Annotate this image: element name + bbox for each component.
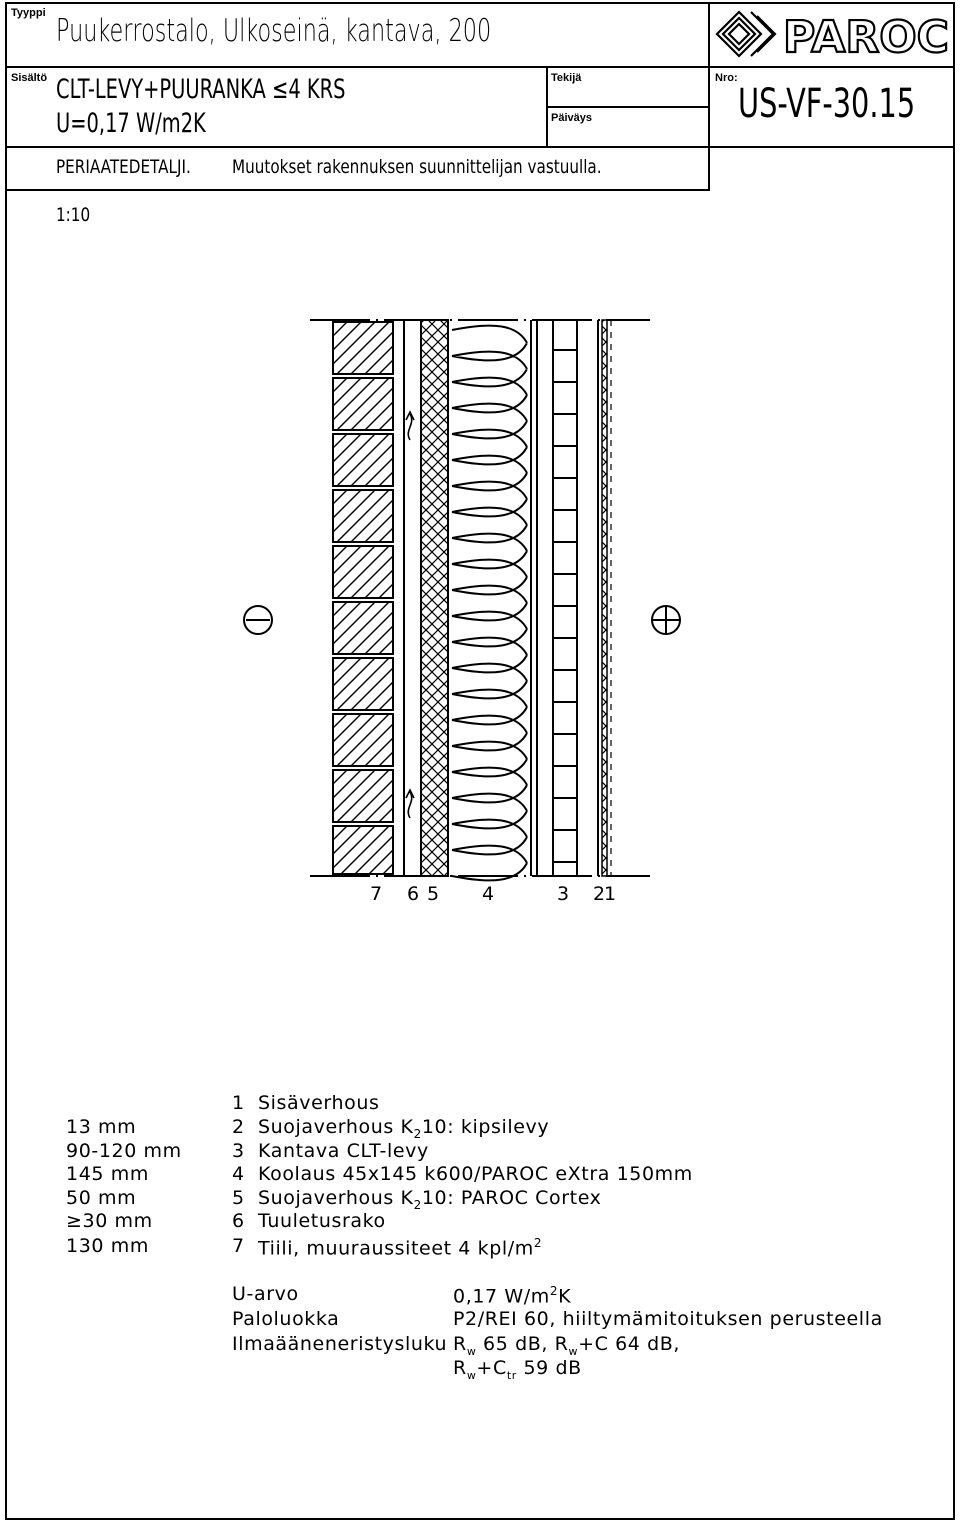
layer-2-num: 2: [232, 1116, 245, 1138]
drawing-title: Puukerrostalo, Ulkoseinä, kantava, 200: [56, 13, 492, 49]
layer-1-desc: Sisäverhous: [258, 1092, 380, 1114]
layer-5-desc: Suojaverhous $K_210$: PAROC Cortex: [258, 1187, 602, 1212]
layer-6-desc: Tuuletusrako: [258, 1210, 386, 1232]
layer-number-7: 7: [370, 883, 383, 905]
drawing-number: US-VF-30.15: [738, 81, 916, 127]
layer-7-desc: Tiili, muuraussiteet 4 kpl/$m^2$: [258, 1236, 543, 1260]
layer-2-desc: Suojaverhous $K_210$: kipsilevy: [258, 1116, 550, 1141]
tekija-label: Tekijä: [551, 72, 582, 84]
layer-3-num: 3: [232, 1140, 245, 1162]
layer-number-2: 2: [593, 883, 606, 905]
sound-insulation-value-2: $R_w+C_{tr}$ 59 dB: [453, 1357, 582, 1382]
paroc-logo: [715, 8, 953, 62]
tyyppi-label: Tyyppi: [11, 7, 46, 19]
layer-4-thickness: 145 mm: [66, 1163, 149, 1185]
fire-class-value: P2/REI 60, hiiltymämitoituksen perusteella: [453, 1308, 883, 1330]
layer-number-5: 5: [427, 883, 440, 905]
airflow-arrow-icon: [406, 790, 414, 818]
brand-label: PAROC: [783, 12, 949, 62]
title-divider-3: [5, 189, 710, 191]
u-value-label: U-arvo: [232, 1283, 299, 1305]
layer-3-desc: Kantava CLT-levy: [258, 1140, 429, 1162]
plus-circle-icon: [652, 606, 680, 634]
sound-insulation-label: Ilmaääneneristysluku: [232, 1333, 448, 1355]
layer-number-3: 3: [557, 883, 570, 905]
wind-barrier-layer: [421, 320, 448, 876]
layer-3-thickness: 90-120 mm: [66, 1140, 182, 1162]
content-line-1: CLT-LEVY+PUURANKA ≤4 KRS: [56, 74, 346, 105]
sound-insulation-value-1: $R_w$ 65 dB, $R_w+C$ 64 dB,: [453, 1333, 681, 1358]
layer-7-thickness: 130 mm: [66, 1235, 149, 1257]
paivays-label: Päiväys: [551, 112, 592, 124]
wall-section-drawing: [0, 300, 960, 920]
layer-number-4: 4: [482, 883, 495, 905]
title-col-divider: [546, 66, 548, 146]
layer-4-num: 4: [232, 1163, 245, 1185]
sisalto-label: Sisältö: [11, 72, 48, 84]
layer-6-num: 6: [232, 1210, 245, 1232]
u-value: 0,17 $W/m^2K$: [453, 1284, 572, 1308]
layer-2-thickness: 13 mm: [66, 1116, 137, 1138]
layer-5-thickness: 50 mm: [66, 1187, 137, 1209]
gypsum-board-layer: [602, 320, 607, 876]
nro-label: Nro:: [715, 72, 738, 84]
tekija-divider: [546, 106, 710, 108]
layer-6-thickness: ≥30 mm: [66, 1210, 153, 1232]
minus-circle-icon: [244, 606, 272, 634]
logo-col-divider: [708, 2, 710, 189]
drawing-scale: 1:10: [56, 204, 91, 226]
insulation-layer: [452, 326, 527, 881]
title-divider-1: [5, 66, 955, 68]
note-prefix: PERIAATEDETALJI.: [56, 156, 191, 178]
note-text: Muutokset rakennuksen suunnittelijan vastuulla.: [232, 156, 602, 178]
layer-number-6: 6: [407, 883, 420, 905]
airflow-arrow-icon: [406, 412, 414, 440]
layer-7-num: 7: [232, 1235, 245, 1257]
layer-5-num: 5: [232, 1187, 245, 1209]
title-divider-2: [5, 146, 955, 148]
content-line-2: U=0,17 W/m2K: [56, 108, 206, 139]
layer-number-1: 1: [604, 883, 617, 905]
layer-4-desc: Koolaus 45x145 k600/PAROC eXtra 150mm: [258, 1163, 693, 1185]
clt-panel-layer: [553, 350, 577, 862]
brick-layer: [333, 322, 393, 874]
fire-class-label: Paloluokka: [232, 1308, 340, 1330]
layer-1-num: 1: [232, 1092, 245, 1114]
